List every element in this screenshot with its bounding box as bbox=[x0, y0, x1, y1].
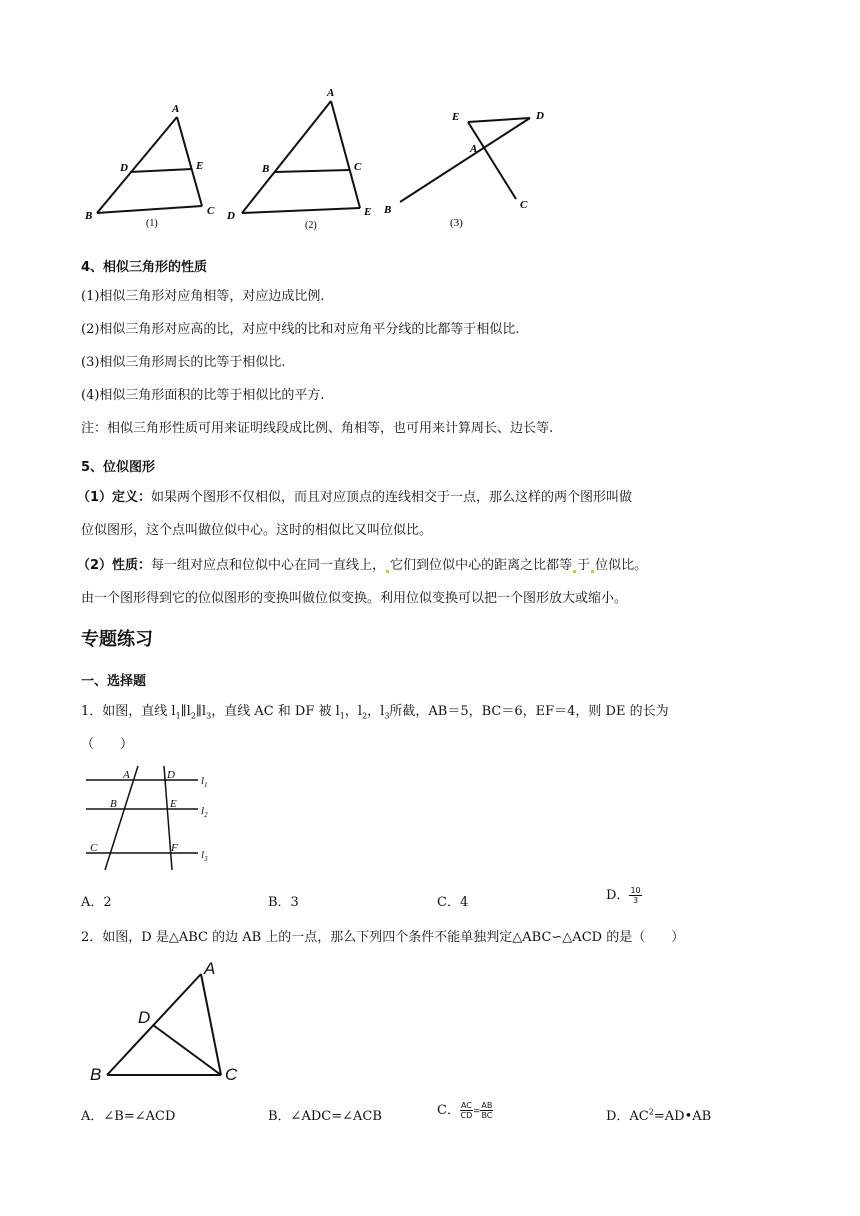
fig2-caption: (2) bbox=[305, 220, 317, 231]
fig1-label-A: A bbox=[172, 103, 180, 115]
property-text-a: 每一组对应点和位似中心在同一直线上， bbox=[151, 558, 386, 573]
section-5-definition-line2: 位似图形，这个点叫做位似中心。这时的相似比又叫位似比。 bbox=[81, 523, 433, 538]
marker-dot bbox=[573, 570, 576, 573]
practice-subtitle: 一、选择题 bbox=[81, 674, 147, 689]
section-5-property-line2: 由一个图形得到它的位似图形的变换叫做位似变换。利用位似变换可以把一个图形放大或缩小。 bbox=[81, 591, 628, 606]
q1-text-g: 所截，AB＝5，BC＝6，EF＝4，则 DE 的长为 bbox=[389, 704, 669, 719]
fraction-denominator: 3 bbox=[632, 896, 639, 905]
fraction-denominator: CD bbox=[460, 1111, 473, 1120]
q1-option-A[interactable]: A．2 bbox=[81, 895, 112, 910]
fig1-label-D: D bbox=[120, 162, 128, 174]
q2-fig-label-C: C bbox=[225, 1065, 238, 1084]
q1-sub-2: 2 bbox=[190, 711, 196, 721]
fig2-label-E: E bbox=[364, 206, 372, 218]
section-5-definition bbox=[77, 488, 632, 508]
q1-option-B[interactable]: B．3 bbox=[268, 895, 299, 910]
fraction-numerator: 10 bbox=[630, 886, 641, 895]
q1-fig-label-D: D bbox=[167, 769, 175, 781]
question-1-figure bbox=[80, 764, 230, 874]
q1-sub-1: 1 bbox=[175, 711, 181, 721]
figure-2 bbox=[225, 86, 380, 232]
q1-text-b: ∥l bbox=[180, 704, 191, 719]
question-1-text bbox=[81, 702, 669, 727]
fig1-label-B: B bbox=[85, 210, 93, 222]
q1-text-e: ，l bbox=[344, 704, 363, 719]
q1-fig-label-E: E bbox=[170, 798, 177, 810]
marker-dot bbox=[386, 570, 389, 573]
property-text-b: 它们到位似中心的距离之比都等 bbox=[390, 558, 573, 573]
q2-option-D[interactable] bbox=[606, 1105, 711, 1124]
q1-sub-4: 1 bbox=[339, 711, 345, 721]
q2-option-D-a: D．AC bbox=[606, 1109, 649, 1124]
section-5-property bbox=[77, 556, 647, 576]
q1-text-a: 1．如图，直线 l bbox=[81, 704, 176, 719]
fig1-label-E: E bbox=[196, 160, 204, 172]
property-text-c: 于 bbox=[577, 558, 591, 573]
figure-3 bbox=[380, 104, 555, 232]
q1-fig-label-A: A bbox=[123, 769, 130, 781]
q1-sub-5: 2 bbox=[362, 711, 368, 721]
q1-fig-label-l2: $l_2$ bbox=[201, 805, 208, 819]
question-2-figure bbox=[86, 956, 246, 1086]
q1-fig-label-F: F bbox=[171, 842, 178, 854]
fig1-caption: (1) bbox=[146, 218, 158, 229]
q1-option-D[interactable] bbox=[606, 884, 642, 905]
practice-title: 专题练习 bbox=[81, 629, 153, 650]
q2-fig-label-A: A bbox=[204, 959, 216, 978]
figure-1 bbox=[80, 100, 230, 232]
section-4-note: 注：相似三角形性质可用来证明线段成比例、角相等，也可用来计算周长、边长等. bbox=[81, 421, 554, 436]
q2-fig-label-B: B bbox=[90, 1065, 102, 1084]
section-4-item-3: (3)相似三角形周长的比等于相似比. bbox=[81, 355, 286, 370]
equals-sign: = bbox=[472, 1107, 481, 1117]
q1-fig-label-l1: $l_1$ bbox=[201, 775, 208, 789]
q1-sub-6: 3 bbox=[384, 711, 390, 721]
question-1-paren: （ ） bbox=[81, 737, 134, 752]
fig2-label-B: B bbox=[262, 163, 270, 175]
definition-text-1: 如果两个图形不仅相似，而且对应顶点的连线相交于一点，那么这样的两个图形叫做 bbox=[151, 490, 633, 505]
fraction-numerator: AB bbox=[481, 1101, 493, 1110]
fig1-label-C: C bbox=[207, 205, 215, 217]
fig3-label-C: C bbox=[520, 199, 528, 211]
question-2-text: 2．如图，D 是△ABC 的边 AB 上的一点，那么下列四个条件不能单独判定△ABC∽△ACD 的是（ ） bbox=[81, 930, 685, 945]
fraction-denominator: BC bbox=[481, 1111, 493, 1120]
q2-option-D-sup: 2 bbox=[648, 1107, 654, 1117]
q1-option-D-prefix: D． bbox=[606, 888, 630, 903]
q1-fig-label-l3: $l_3$ bbox=[201, 849, 208, 863]
q1-sub-3: 3 bbox=[206, 711, 212, 721]
fig2-label-C: C bbox=[354, 161, 362, 173]
section-4-item-4: (4)相似三角形面积的比等于相似比的平方. bbox=[81, 388, 325, 403]
fig3-label-B: B bbox=[384, 204, 392, 216]
section-4-title: 4、相似三角形的性质 bbox=[81, 260, 208, 275]
q2-option-A[interactable]: A．∠B=∠ACD bbox=[81, 1109, 176, 1124]
fig3-label-D: D bbox=[536, 110, 544, 122]
q1-option-D-fraction bbox=[629, 886, 641, 905]
q2-option-C-prefix: C． bbox=[437, 1103, 460, 1118]
q1-text-f: ，l bbox=[367, 704, 385, 719]
fig2-label-D: D bbox=[227, 210, 235, 222]
q2-option-C-fraction-2 bbox=[480, 1101, 493, 1120]
q1-fig-label-C: C bbox=[90, 842, 98, 854]
fig3-caption: (3) bbox=[450, 217, 463, 229]
property-text-d: 位似比。 bbox=[595, 558, 648, 573]
q1-fig-label-B: B bbox=[110, 798, 117, 810]
fig3-label-E: E bbox=[452, 111, 460, 123]
q2-option-B[interactable]: B．∠ADC=∠ACB bbox=[268, 1109, 382, 1124]
property-label: （2）性质： bbox=[77, 558, 152, 573]
q1-text-d: ，直线 AC 和 DF 被 l bbox=[211, 704, 340, 719]
q2-option-C-fraction-1 bbox=[460, 1101, 473, 1120]
fig2-label-A: A bbox=[327, 87, 335, 99]
section-5-title: 5、位似图形 bbox=[81, 460, 156, 475]
q2-option-C[interactable] bbox=[437, 1099, 493, 1120]
definition-label: （1）定义： bbox=[77, 490, 152, 505]
q2-fig-label-D: D bbox=[138, 1008, 151, 1027]
section-4-item-1: (1)相似三角形对应角相等，对应边成比例. bbox=[81, 289, 325, 304]
fraction-numerator: AC bbox=[460, 1101, 472, 1110]
q1-text-c: ∥l bbox=[195, 704, 207, 719]
marker-dot bbox=[591, 570, 594, 573]
q2-option-D-b: =AD•AB bbox=[653, 1109, 712, 1124]
section-4-item-2: (2)相似三角形对应高的比，对应中线的比和对应角平分线的比都等于相似比. bbox=[81, 322, 520, 337]
fig3-label-A: A bbox=[470, 143, 478, 155]
q1-option-C[interactable]: C．4 bbox=[437, 895, 469, 910]
